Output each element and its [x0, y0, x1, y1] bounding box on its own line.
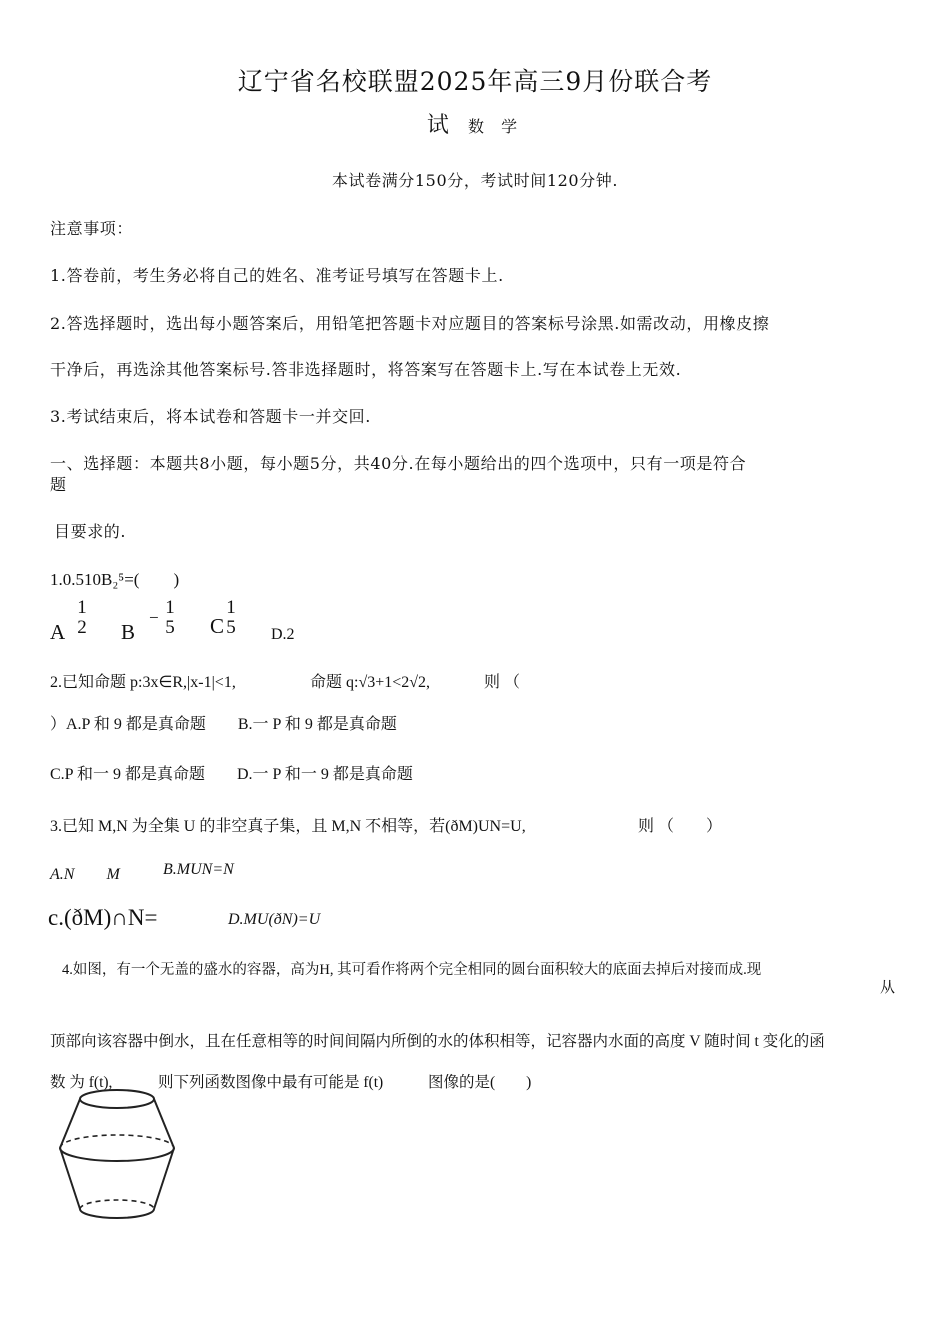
notice-item-2-line-2: 干净后，再选涂其他答案标号.答非选择题时，将答案写在答题卡上.写在本试卷上无效. [50, 360, 682, 379]
notice-item-3: 3.考试结束后，将本试卷和答题卡一并交回. [50, 407, 371, 426]
section-1-line-2: 目要求的. [54, 522, 127, 541]
q4-line-1-end: 从 [880, 980, 896, 996]
q3-option-c: c.(ðM)∩N= [48, 905, 158, 930]
q1-option-c-numerator: 1 [226, 597, 236, 618]
q2-options-line-1: ）A.P 和 9 都是真命题 B.一 P 和 9 都是真命题 [50, 716, 397, 733]
q4-line-3-a: 数 为 f(t), [50, 1074, 113, 1091]
container-middle-front [60, 1148, 174, 1161]
q2-stem-b: 命题 q:√3+1<2√2, [310, 674, 431, 691]
q4-line-3-c: 图像的是( ) [428, 1074, 532, 1091]
q3-option-d: D.MU(ðN)=U [228, 911, 321, 928]
section-1-line-1: 一、选择题：本题共8小题，每小题5分，共40分.在每小题给出的四个选项中，只有一项是符合 [50, 454, 747, 473]
container-bottom-back [80, 1200, 154, 1209]
q2-stem-c: 则 （ [484, 674, 521, 691]
q1-option-b-fraction [162, 598, 178, 638]
page-title: 辽宁省名校联盟2025年高三9月份联合考 [237, 67, 713, 96]
q1-option-c-label: C [210, 614, 225, 638]
q2-options-line-2: C.P 和一 9 都是真命题 D.一 P 和一 9 都是真命题 [50, 766, 413, 783]
subtitle [0, 108, 950, 139]
q1-option-a-numerator: 1 [77, 597, 87, 618]
container-middle-back [60, 1135, 174, 1148]
q1-option-b-sign: − [149, 608, 159, 627]
q3-stem-a: 3.已知 M,N 为全集 U 的非空真子集，且 M,N 不相等，若(ðM)UN=U, [50, 818, 526, 835]
q3-option-b: B.MUN=N [163, 861, 234, 878]
q1-option-c-denominator: 5 [226, 617, 236, 638]
subtitle-main: 试 [426, 113, 449, 138]
q4-line-1: 4.如图，有一个无盖的盛水的容器，高为H, 其可看作将两个完全相同的圆台面积较大的底面去掉后对接而成.现 [62, 962, 762, 978]
q1-stem: 1.0.510B₂⁵=( ) [50, 570, 180, 589]
q1-option-c-fraction [223, 598, 239, 638]
exam-info: 本试卷满分150分，考试时间120分钟. [331, 171, 619, 190]
notice-heading: 注意事项： [50, 219, 134, 238]
q1-option-a-fraction [74, 598, 90, 638]
container-upper-right-side [154, 1099, 174, 1148]
q4-line-2: 顶部向该容器中倒水，且在任意相等的时间间隔内所倒的水的体积相等，记容器内水面的高度 V 随时间 t 变化的函 [50, 1033, 825, 1050]
q1-option-b-numerator: 1 [165, 597, 175, 618]
q1-option-b-denominator: 5 [165, 617, 175, 638]
q2-stem-a: 2.已知命题 p:3x∈R,|x-1|<1, [50, 674, 236, 691]
q1-option-d: D.2 [271, 626, 295, 643]
container-figure [52, 1085, 182, 1225]
q3-stem-b: 则 （ ） [638, 818, 723, 835]
notice-item-2-line-1: 2.答选择题时，选出每小题答案后，用铅笔把答题卡对应题目的答案标号涂黑.如需改动，用橡皮擦 [50, 314, 770, 333]
subtitle-subject: 数 学 [468, 117, 524, 136]
section-1-line-1b: 题 [50, 475, 67, 494]
q1-option-a-label: A [50, 620, 66, 644]
q4-line-3-b: 则下列函数图像中最有可能是 f(t) [158, 1074, 384, 1091]
container-bottom-front [80, 1209, 154, 1218]
container-top-rim [80, 1090, 154, 1108]
q1-option-b-label: B [121, 620, 136, 644]
q3-option-a: A.N M [50, 866, 120, 883]
notice-item-1: 1.答卷前，考生务必将自己的姓名、准考证号填写在答题卡上. [50, 266, 504, 285]
q1-option-a-denominator: 2 [77, 617, 87, 638]
